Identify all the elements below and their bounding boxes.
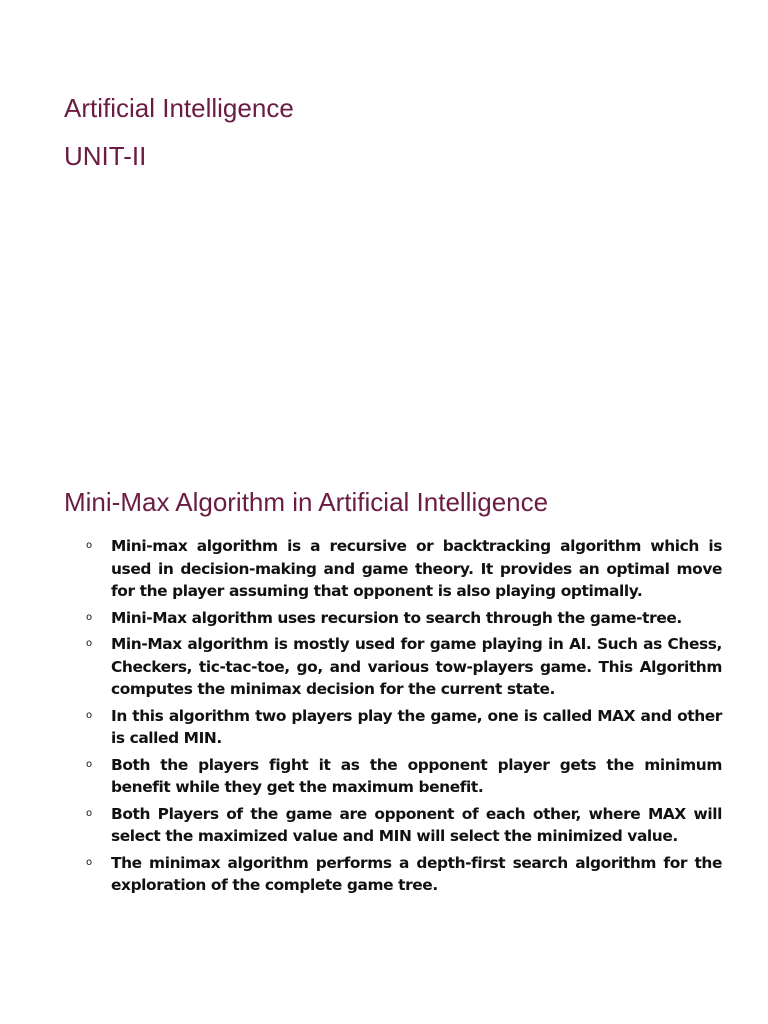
list-item [64,852,722,897]
bullet-text: The minimax algorithm performs a depth-first search algorithm for the exploration of the complete game tree. [111,853,722,894]
bullet-text: Both the players fight it as the opponent player gets the minimum benefit while they get the maximum benefit. [111,755,722,796]
list-item [64,607,722,630]
circle-bullet-icon: o [86,638,93,649]
list-item [64,535,722,603]
bullet-text: In this algorithm two players play the game, one is called MAX and other is called MIN. [111,706,722,747]
list-item [64,633,722,701]
bullet-list [64,535,722,901]
circle-bullet-icon: o [86,540,93,551]
circle-bullet-icon: o [86,709,93,721]
section-heading: Mini-Max Algorithm in Artificial Intelligence [64,487,549,517]
unit-label: UNIT-II [64,141,147,171]
circle-bullet-icon: o [86,758,93,770]
list-item [64,803,722,848]
bullet-text: Min-Max algorithm is mostly used for game playing in AI. Such as Chess, Checkers, tic-tac-toe, go, and various tow-players game. This Algorithm computes the minimax decision for the current state. [111,635,722,698]
bullet-text: Mini-max algorithm is a recursive or backtracking algorithm which is used in decision-making and game theory. It provides an optimal move for the player assuming that opponent is also playing optimally. [111,537,722,600]
circle-bullet-icon: o [86,856,93,868]
document-title: Artificial Intelligence [64,93,294,123]
circle-bullet-icon: o [86,807,93,819]
list-item [64,754,722,799]
circle-bullet-icon: o [86,611,93,623]
bullet-text: Mini-Max algorithm uses recursion to search through the game-tree. [111,608,682,627]
list-item [64,705,722,750]
bullet-text: Both Players of the game are opponent of each other, where MAX will select the maximized value and MIN will select the minimized value. [111,804,722,845]
